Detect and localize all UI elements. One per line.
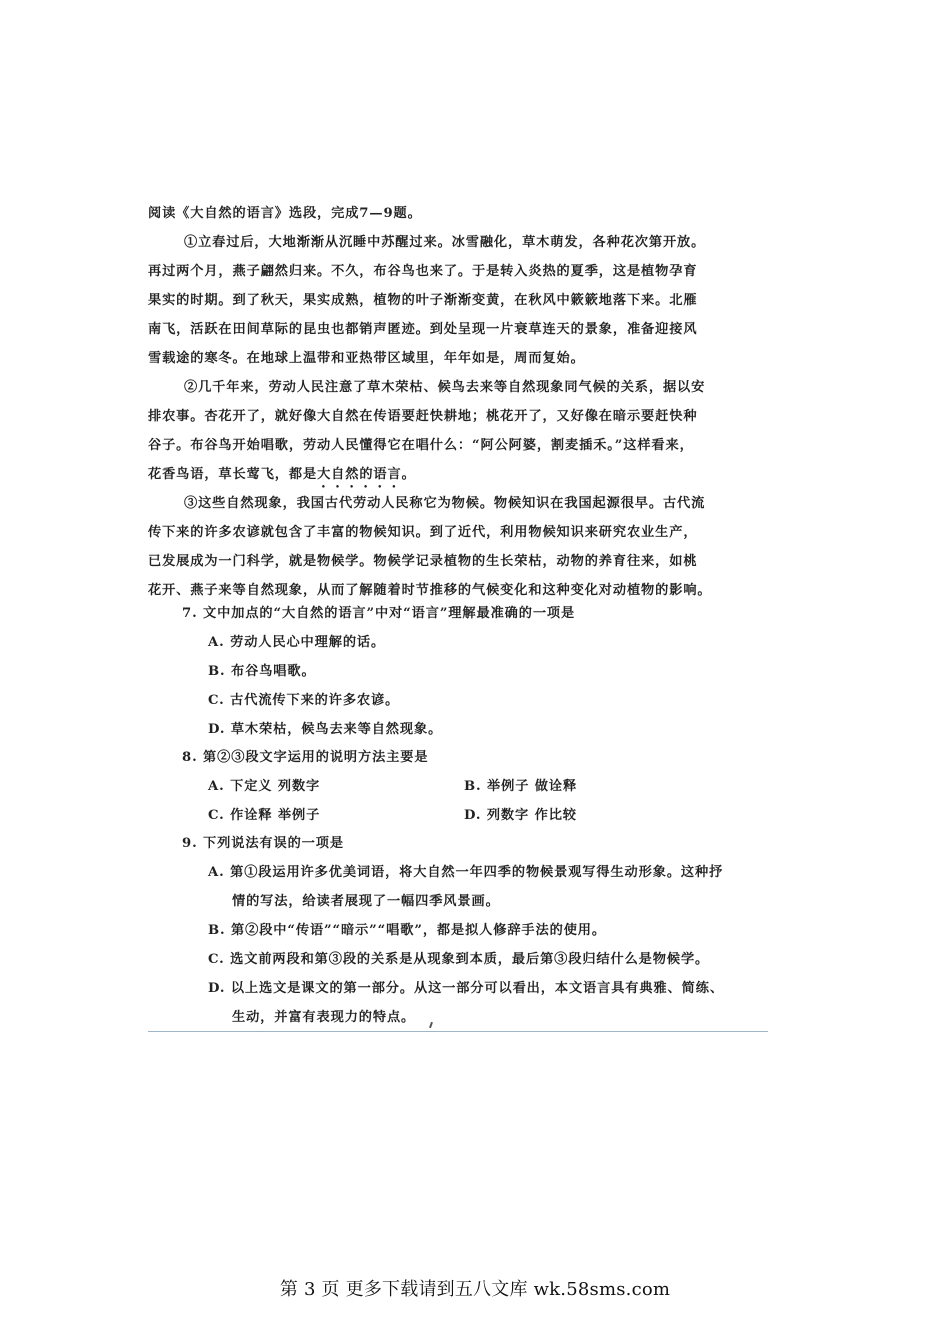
p1-line-5: 雪载途的寒冬。在地球上温带和亚热带区域里，年年如是，周而复始。 (148, 351, 585, 366)
scan-mark (429, 1022, 433, 1028)
p3-line-3: 已发展成为一门科学，就是物候学。物候学记录植物的生长荣枯，动物的养育往来，如桃 (148, 554, 698, 569)
emphasized-phrase: 大自然的语言 (317, 467, 402, 482)
p2-line-2: 排农事。杏花开了，就好像大自然在传语要赶快耕地；桃花开了，又好像在暗示要赶快种 (148, 409, 698, 424)
page-footer: 第 3 页 更多下载请到五八文库 wk.58sms.com (279, 1279, 671, 1300)
question-9-option-d-line-1: D. 以上选文是课文的第一部分。从这一部分可以看出，本文语言具有典雅、简练、 (208, 981, 724, 996)
p2-line-4-prefix: 花香鸟语，草长莺飞，都是 (148, 467, 318, 482)
p2-line-3: 谷子。布谷鸟开始唱歌，劳动人民懂得它在唱什么：“阿公阿婆，割麦插禾。”这样看来， (148, 438, 694, 453)
question-8-option-a: A. 下定义 列数字 (208, 779, 321, 794)
question-9-option-c: C. 选文前两段和第③段的关系是从现象到本质，最后第③段归结什么是物候学。 (208, 952, 710, 967)
question-9-option-b: B. 第②段中“传语”“暗示”“唱歌”，都是拟人修辞手法的使用。 (208, 923, 606, 938)
p2-line-1: ②几千年来，劳动人民注意了草木荣枯、候鸟去来等自然现象同气候的关系，据以安 (184, 380, 706, 395)
p2-line-4 (148, 465, 416, 491)
p2-line-4-suffix: 。 (401, 467, 416, 482)
question-7-option-a: A. 劳动人民心中理解的话。 (208, 635, 386, 650)
question-9-stem: 9. 下列说法有误的一项是 (182, 836, 344, 851)
p3-line-4: 花开、燕子来等自然现象，从而了解随着时节推移的气候变化和这种变化对动植物的影响。 (148, 583, 712, 598)
p3-line-2: 传下来的许多农谚就包含了丰富的物候知识。到了近代，利用物候知识来研究农业生产， (148, 525, 698, 540)
p1-line-2: 再过两个月，燕子翩然归来。不久，布谷鸟也来了。于是转入炎热的夏季，这是植物孕育 (148, 264, 698, 279)
p1-line-3: 果实的时期。到了秋天，果实成熟，植物的叶子渐渐变黄，在秋风中簌簌地落下来。北雁 (148, 293, 698, 308)
question-8-option-c: C. 作诠释 举例子 (208, 808, 321, 823)
p1-line-4: 南飞，活跃在田间草际的昆虫也都销声匿迹。到处呈现一片衰草连天的景象，准备迎接风 (148, 322, 698, 337)
question-7-option-d: D. 草木荣枯，候鸟去来等自然现象。 (208, 722, 443, 737)
question-7-option-c: C. 古代流传下来的许多农谚。 (208, 693, 400, 708)
p3-line-1: ③这些自然现象，我国古代劳动人民称它为物候。物候知识在我国起源很早。古代流 (184, 496, 706, 511)
p1-line-1: ①立春过后，大地渐渐从沉睡中苏醒过来。冰雪融化，草木萌发，各种花次第开放。 (184, 235, 706, 250)
question-7-stem: 7. 文中加点的“大自然的语言”中对“语言”理解最准确的一项是 (182, 606, 576, 621)
page-bottom-rule (148, 1031, 768, 1032)
scanned-exam-page (148, 196, 768, 1036)
question-9-option-a-line-2: 情的写法，给读者展现了一幅四季风景画。 (232, 894, 500, 909)
question-7-option-b: B. 布谷鸟唱歌。 (208, 664, 316, 679)
question-8-option-b: B. 举例子 做诠释 (464, 779, 578, 794)
question-8-option-d: D. 列数字 作比较 (464, 808, 577, 823)
question-9-option-a-line-1: A. 第①段运用许多优美词语，将大自然一年四季的物候景观写得生动形象。这种抒 (208, 865, 724, 880)
passage-intro: 阅读《大自然的语言》选段，完成7—9题。 (148, 206, 422, 221)
question-9-option-d-line-2: 生动，并富有表现力的特点。 (232, 1010, 416, 1025)
question-8-stem: 8. 第②③段文字运用的说明方法主要是 (182, 750, 429, 765)
